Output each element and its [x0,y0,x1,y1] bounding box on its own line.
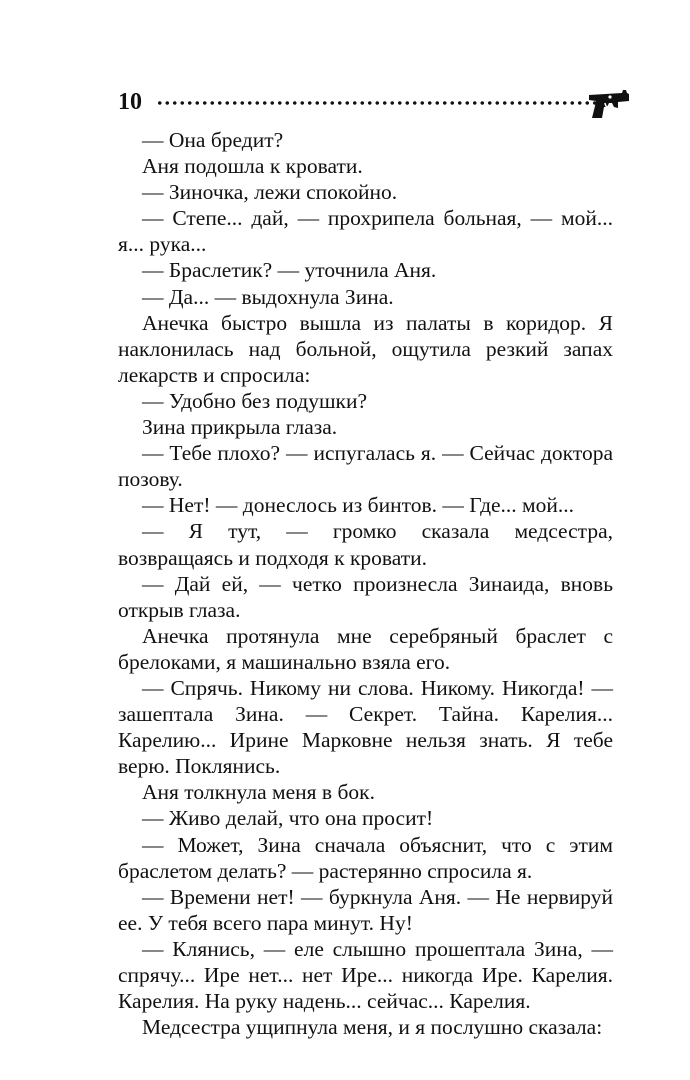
paragraph: — Да... — выдохнула Зина. [142,284,394,309]
paragraph: — Нет! — донеслось из бинтов. — Где... мой... [142,493,575,518]
paragraph: — Степе... дай, — прохрипела больная, — мой... я... рука... [118,206,613,257]
paragraph: — Времени нет! — буркнула Аня. — Не нервируй ее. У тебя всего пара минут. Ну! [118,884,613,935]
paragraph: Медсестра ущипнула меня, и я послушно сказала: [142,1015,603,1040]
paragraph: — Живо делай, что она просит! [142,806,434,831]
paragraph: — Удобно без подушки? [142,388,368,413]
paragraph: Анечка быстро вышла из палаты в коридор. Я наклонилась над больной, ощутила резкий запах лекарств и спросила: [118,310,613,387]
dotted-rule [156,101,604,105]
paragraph: Зина прикрыла глаза. [142,415,338,440]
running-header [118,84,630,124]
paragraph: — Дай ей, — четко произнесла Зинаида, вновь открыв глаза. [118,571,613,622]
paragraph: — Браслетик? — уточнила Аня. [142,258,437,283]
paragraph: Аня подошла к кровати. [142,154,363,179]
pistol-icon [588,86,630,120]
paragraph: — Она бредит? [142,128,284,152]
paragraph: — Может, Зина сначала объяснит, что с этим браслетом делать? — растерянно спросила я. [118,832,613,883]
paragraph: — Тебе плохо? — испугалась я. — Сейчас доктора позову. [118,441,613,492]
paragraph: — Спрячь. Никому ни слова. Никому. Никогда! — зашептала Зина. — Секрет. Тайна. Карелия... Карелию... Ирине Марковне нельзя знать. Я тебе верю. Поклянись. [118,675,613,779]
paragraph: — Зиночка, лежи спокойно. [142,180,398,205]
paragraph: Аня толкнула меня в бок. [142,780,375,805]
paragraph: — Клянись, — еле слышно прошептала Зина, — спрячу... Ире нет... нет Ире... никогда Ире. Карелия. Карелия. На руку надень... сейчас... Карелия. [118,936,613,1014]
paragraph: Анечка протянула мне серебряный браслет с брелоками, я машинально взяла его. [118,623,613,674]
paragraph: — Я тут, — громко сказала медсестра, возвращаясь и подходя к кровати. [118,519,613,570]
page-number: 10 [118,89,142,115]
body-text [118,127,613,1040]
